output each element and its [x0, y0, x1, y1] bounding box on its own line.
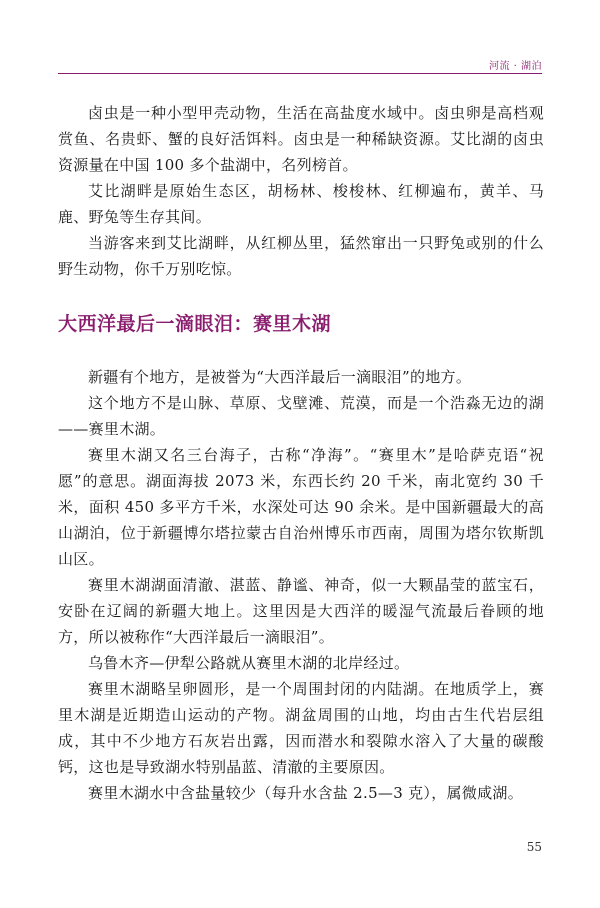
body-paragraph: 这个地方不是山脉、草原、戈壁滩、荒漠，而是一个浩淼无边的湖——赛里木湖。 — [58, 394, 544, 438]
section-label: 河流 · 湖泊 — [488, 61, 542, 72]
section-title: 大西洋最后一滴眼泪：赛里木湖 — [58, 313, 332, 335]
body-paragraph: 乌鲁木齐—伊犁公路就从赛里木湖的北岸经过。 — [88, 654, 410, 672]
body-paragraph: 当游客来到艾比湖畔，从红柳丛里，猛然窜出一只野兔或别的什么野生动物，你千万别吃惊。 — [58, 234, 544, 278]
body-paragraph: 卤虫是一种小型甲壳动物，生活在高盐度水域中。卤虫卵是高档观赏鱼、名贵虾、蟹的良好活饵料。卤虫是一种稀缺资源。艾比湖的卤虫资源量在中国 100 多个盐湖中，名列榜首。 — [58, 104, 544, 174]
page-number: 55 — [526, 840, 542, 854]
body-paragraph: 艾比湖畔是原始生态区，胡杨林、梭梭林、红柳遍布，黄羊、马鹿、野兔等生存其间。 — [58, 182, 544, 226]
body-paragraph: 赛里木湖水中含盐量较少（每升水含盐 2.5—3 克），属微咸湖。 — [88, 784, 524, 802]
body-paragraph: 新疆有个地方，是被誉为“大西洋最后一滴眼泪”的地方。 — [88, 368, 472, 386]
header-divider — [58, 73, 542, 74]
page-body — [58, 100, 544, 806]
body-paragraph: 赛里木湖湖面清澈、湛蓝、静谧、神奇，似一大颗晶莹的蓝宝石，安卧在辽阔的新疆大地上。这里因是大西洋的暖湿气流最后眷顾的地方，所以被称作“大西洋最后一滴眼泪”。 — [58, 576, 544, 646]
body-paragraph: 赛里木湖略呈卵圆形，是一个周围封闭的内陆湖。在地质学上，赛里木湖是近期造山运动的产物。湖盆周围的山地，均由古生代岩层组成，其中不少地方石灰岩出露，因而潜水和裂隙水溶入了大量的碳酸钙，这也是导致湖水特别晶蓝、清澈的主要原因。 — [58, 680, 544, 776]
body-paragraph: 赛里木湖又名三台海子，古称“净海”。“赛里木”是哈萨克语“祝愿”的意思。湖面海拔 2073 米，东西长约 20 千米，南北宽约 30 千米，面积 450 多平方千米，水深处可达 90 余米。是中国新疆最大的高山湖泊，位于新疆博尔塔拉蒙古自治州博乐市西南，周围为塔尔钦斯凯山区。 — [58, 446, 544, 568]
